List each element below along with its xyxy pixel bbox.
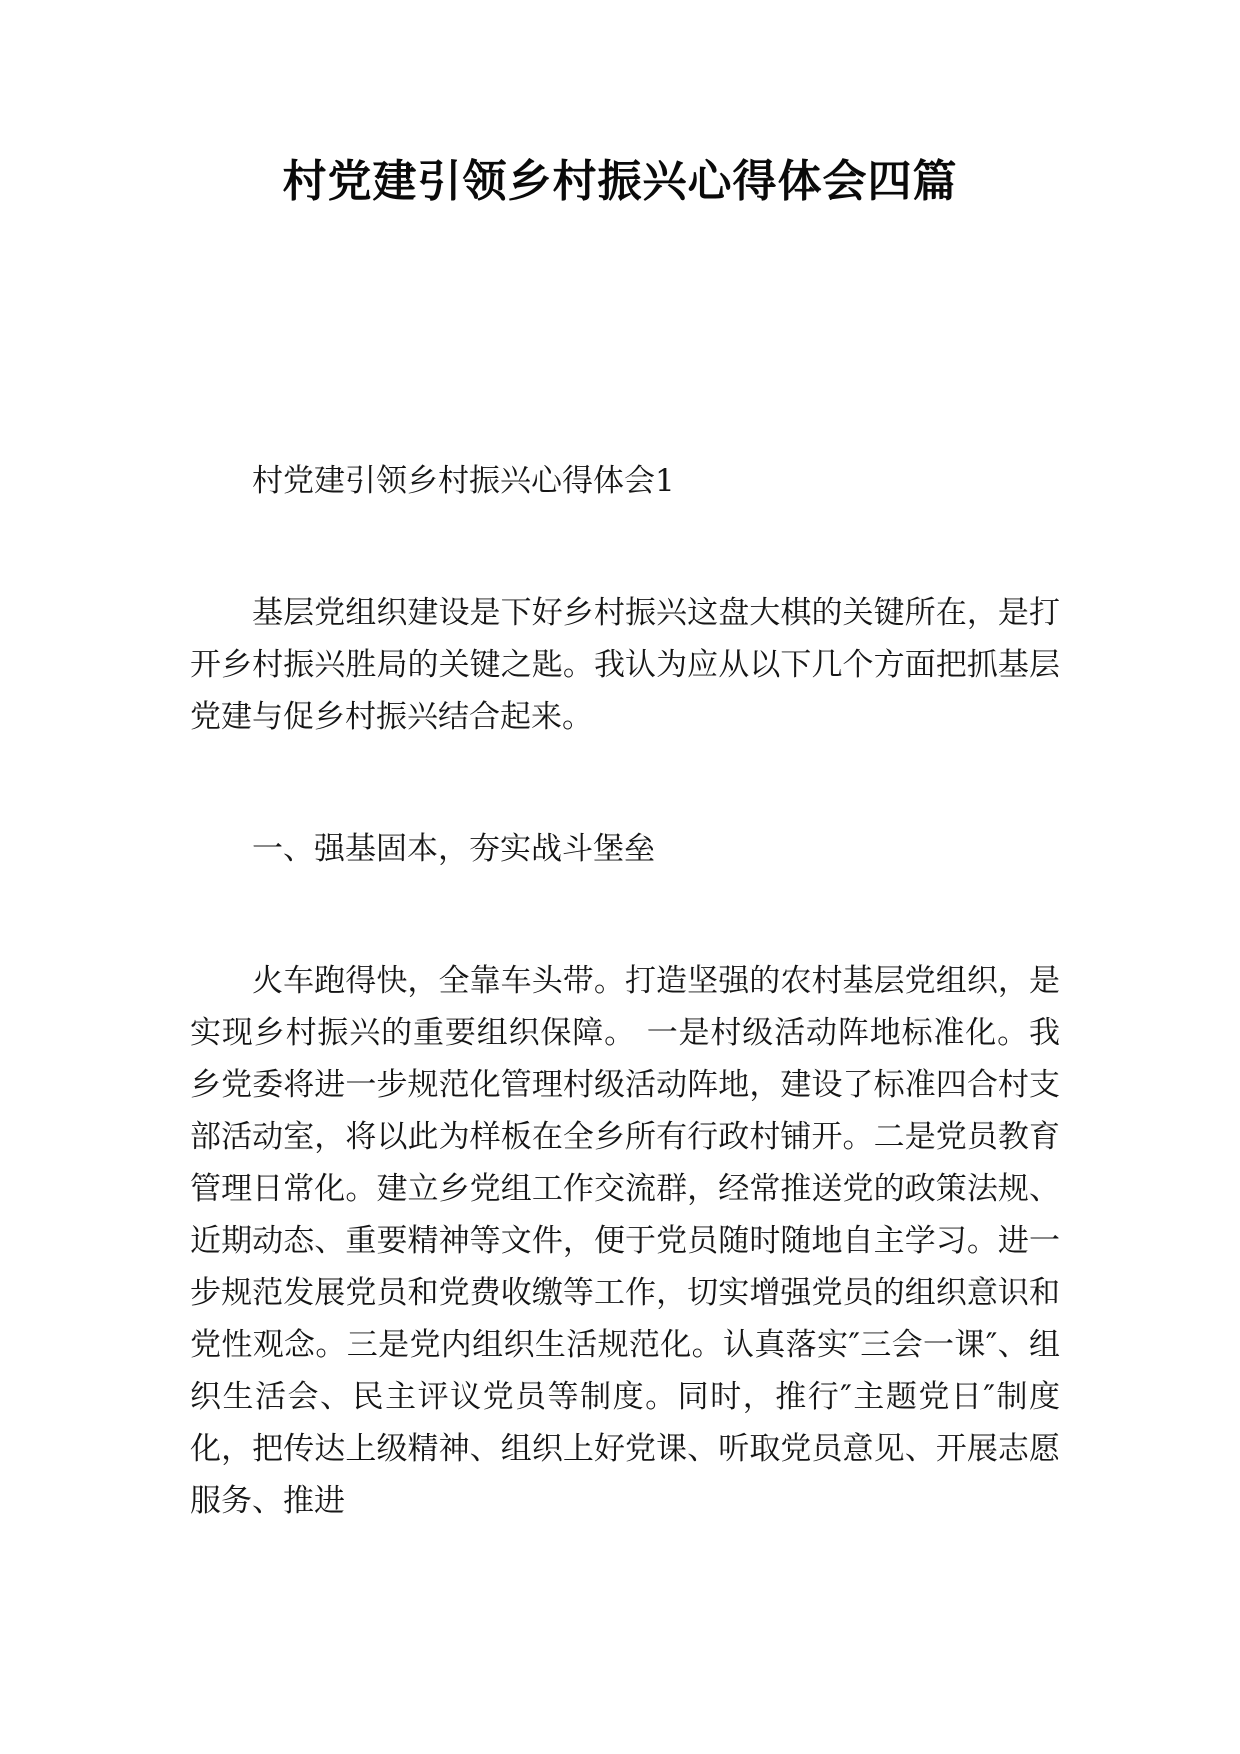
subheading: 一、强基固本，夯实战斗堡垒 bbox=[252, 831, 655, 867]
document-body bbox=[190, 455, 1060, 1527]
section-title: 村党建引领乡村振兴心得体会1 bbox=[252, 463, 675, 499]
document-title: 村党建引领乡村振兴心得体会四篇 bbox=[282, 156, 958, 207]
spacer bbox=[190, 507, 1060, 587]
spacer bbox=[190, 743, 1060, 823]
spacer bbox=[190, 875, 1060, 955]
intro-paragraph: 基层党组织建设是下好乡村振兴这盘大棋的关键所在，是打开乡村振兴胜局的关键之匙。我认为应从以下几个方面把抓基层党建与促乡村振兴结合起来。 bbox=[190, 595, 1060, 735]
body-paragraph: 火车跑得快，全靠车头带。打造坚强的农村基层党组织，是实现乡村振兴的重要组织保障。 一是村级活动阵地标准化。我乡党委将进一步规范化管理村级活动阵地，建设了标准四合村支部活动室，将以此为样板在全乡所有行政村铺开。二是党员教育管理日常化。建立乡党组工作交流群，经常推送党的政策法规、近期动态、重要精神等文件，便于党员随时随地自主学习。进一步规范发展党员和党费收缴等工作，切实增强党员的组织意识和党性观念。三是党内组织生活规范化。认真落实″三会一课″、组织生活会、民主评议党员等制度。同时，推行″主题党日″制度化，把传达上级精神、组织上好党课、听取党员意见、开展志愿服务、推进 bbox=[190, 963, 1060, 1519]
